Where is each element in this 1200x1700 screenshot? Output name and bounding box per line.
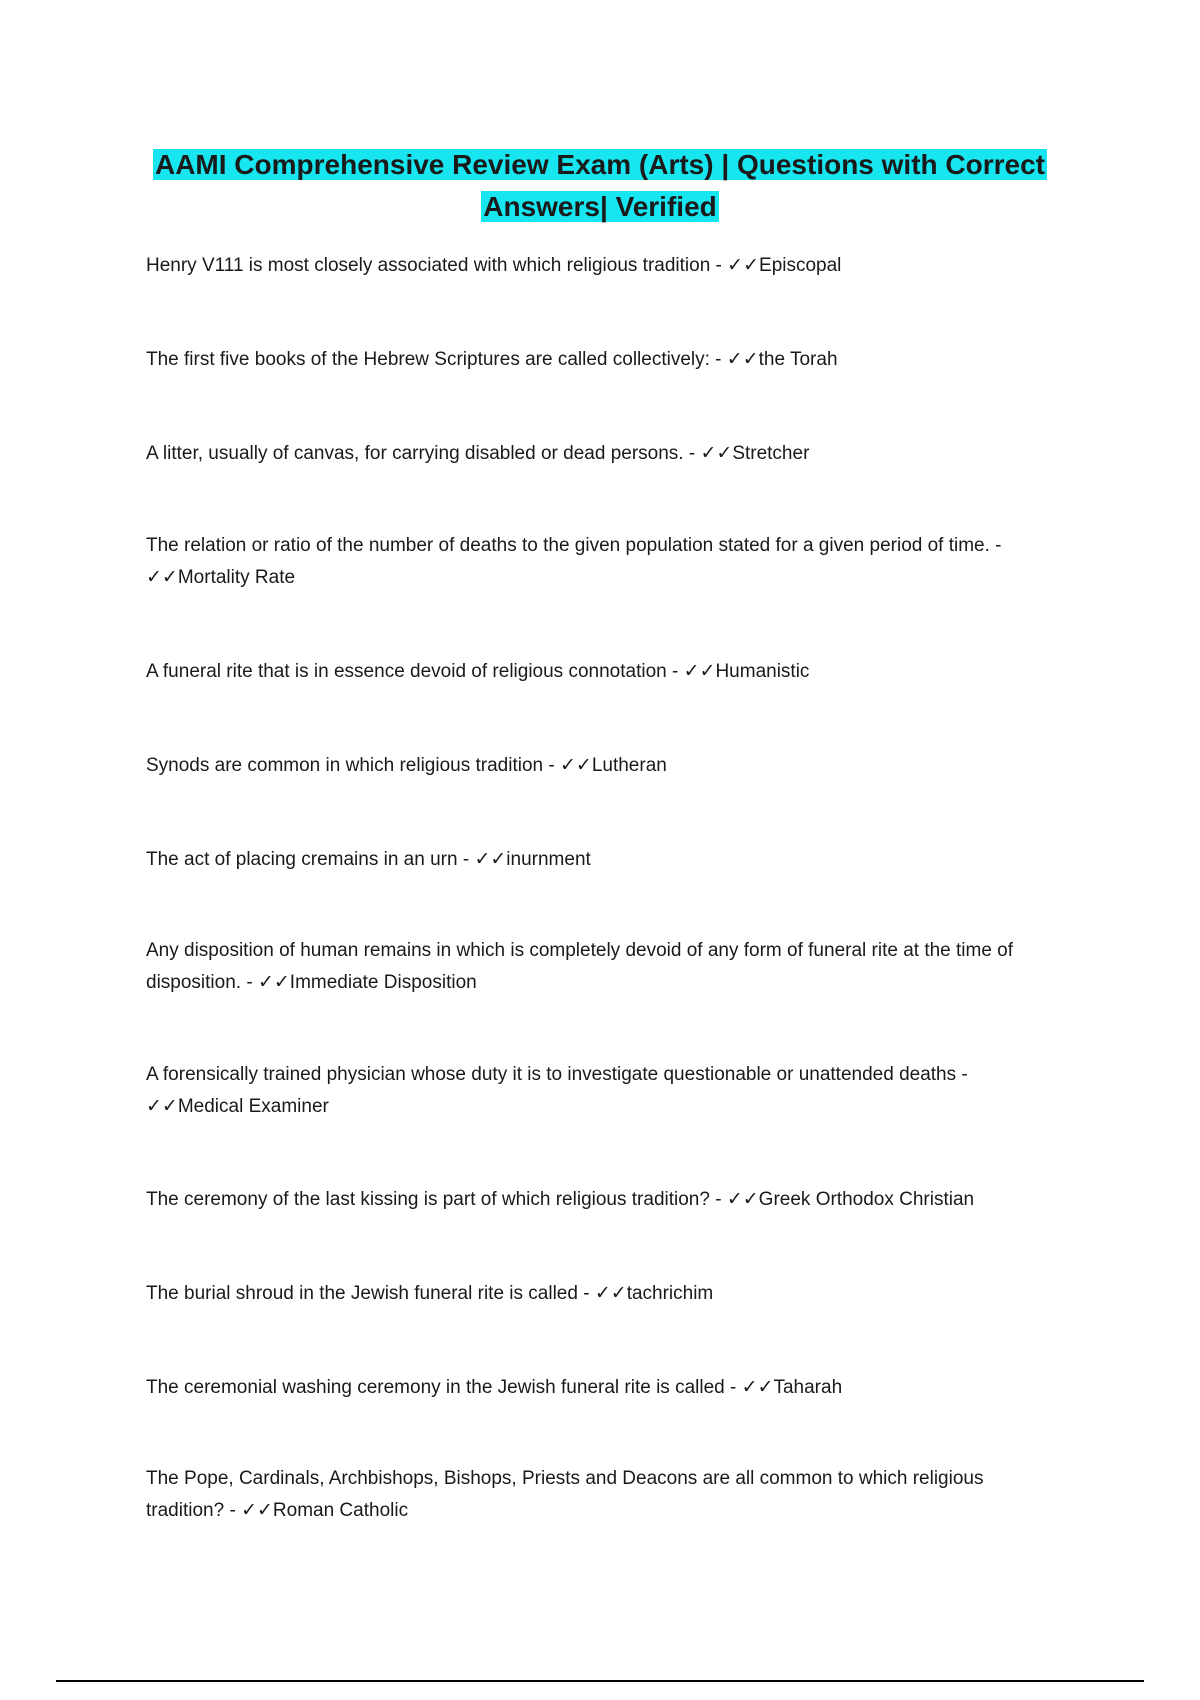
question-text: Henry V111 is most closely associated with which religious tradition — [146, 255, 711, 276]
question-text: A forensically trained physician whose duty it is to investigate questionable or unattended deaths — [146, 1064, 957, 1085]
qa-item — [146, 1278, 1046, 1310]
answer-text: Stretcher — [732, 443, 810, 464]
answer-text: tachrichim — [626, 1283, 714, 1304]
answer-text: Lutheran — [591, 755, 667, 776]
question-text: Synods are common in which religious tradition — [146, 755, 544, 776]
separator: - — [683, 443, 701, 464]
question-text: Any disposition of human remains in which is completely devoid of any form of funeral rite at the time of disposition. — [146, 940, 1014, 993]
double-check-icon: ✓✓ — [726, 349, 759, 370]
answer-text: Episcopal — [759, 255, 842, 276]
question-text: The ceremonial washing ceremony in the Jewish funeral rite is called — [146, 1377, 725, 1398]
double-check-icon: ✓✓ — [594, 1283, 627, 1304]
separator: - — [224, 1500, 242, 1521]
qa-item — [146, 250, 1046, 282]
answer-text: Greek Orthodox Christian — [758, 1189, 975, 1210]
double-check-icon: ✓✓ — [241, 1500, 273, 1521]
qa-item — [146, 1184, 1046, 1216]
separator: - — [543, 755, 560, 776]
answer-text: Humanistic — [715, 661, 810, 682]
double-check-icon: ✓✓ — [146, 567, 178, 588]
separator: - — [241, 972, 258, 993]
double-check-icon: ✓✓ — [700, 443, 733, 464]
separator: - — [709, 349, 727, 370]
answer-text: Mortality Rate — [177, 567, 296, 588]
answer-text: Immediate Disposition — [289, 972, 477, 993]
document-title-line-2: Answers| Verified — [483, 191, 717, 222]
answer-text: Medical Examiner — [177, 1096, 329, 1117]
double-check-icon: ✓✓ — [257, 972, 290, 993]
question-text: A litter, usually of canvas, for carrying disabled or dead persons. — [146, 443, 684, 464]
qa-item — [146, 1372, 1046, 1404]
double-check-icon: ✓✓ — [474, 849, 507, 870]
footer-divider — [56, 1680, 1144, 1682]
document-title — [140, 144, 1060, 228]
double-check-icon: ✓✓ — [146, 1096, 178, 1117]
double-check-icon: ✓✓ — [683, 661, 716, 682]
qa-item — [146, 438, 1046, 470]
qa-item — [146, 1463, 1046, 1527]
qa-item — [146, 750, 1046, 782]
qa-item — [146, 844, 1046, 876]
question-text: The act of placing cremains in an urn — [146, 849, 458, 870]
separator: - — [666, 661, 684, 682]
qa-item — [146, 1059, 1046, 1123]
separator: - — [710, 255, 728, 276]
question-text: The ceremony of the last kissing is part of which religious tradition? — [146, 1189, 710, 1210]
qa-item — [146, 935, 1046, 999]
answer-text: inurnment — [506, 849, 591, 870]
separator: - — [956, 1064, 968, 1085]
answer-text: Taharah — [773, 1377, 843, 1398]
qa-item — [146, 530, 1046, 594]
separator: - — [724, 1377, 742, 1398]
document-title-line-1: AAMI Comprehensive Review Exam (Arts) | Questions with Correct — [154, 149, 1046, 180]
question-text: The relation or ratio of the number of deaths to the given population stated for a given period of time. — [146, 535, 990, 556]
double-check-icon: ✓✓ — [727, 255, 760, 276]
double-check-icon: ✓✓ — [726, 1189, 759, 1210]
separator: - — [457, 849, 475, 870]
separator: - — [989, 535, 1002, 556]
qa-item — [146, 656, 1046, 688]
separator: - — [709, 1189, 727, 1210]
separator: - — [577, 1283, 595, 1304]
double-check-icon: ✓✓ — [559, 755, 592, 776]
answer-text: the Torah — [758, 349, 838, 370]
question-text: The first five books of the Hebrew Scriptures are called collectively: — [146, 349, 710, 370]
question-text: A funeral rite that is in essence devoid of religious connotation — [146, 661, 667, 682]
double-check-icon: ✓✓ — [741, 1377, 774, 1398]
question-text: The Pope, Cardinals, Archbishops, Bishops, Priests and Deacons are all common to which religious tradition? — [146, 1468, 984, 1521]
answer-text: Roman Catholic — [272, 1500, 409, 1521]
qa-item — [146, 344, 1046, 376]
question-text: The burial shroud in the Jewish funeral rite is called — [146, 1283, 578, 1304]
